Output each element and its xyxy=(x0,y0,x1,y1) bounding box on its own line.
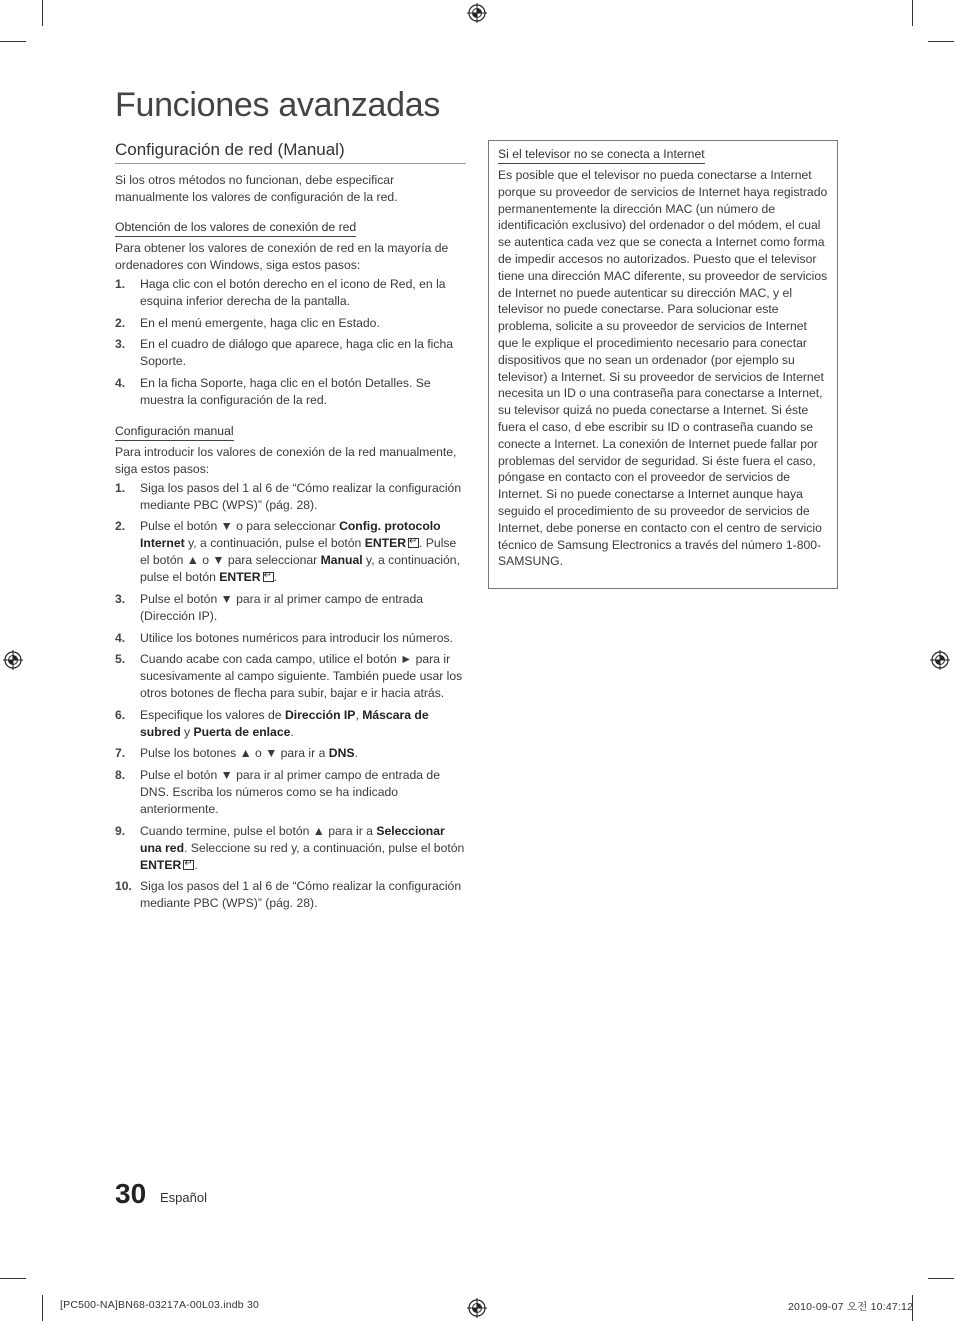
step-bold-text: Máscara de subred xyxy=(140,707,429,739)
step-text: , xyxy=(355,707,363,722)
list-item xyxy=(115,823,466,874)
list-item xyxy=(115,630,466,647)
step-text: Haga clic con el botón derecho en el icono de Red, en la esquina inferior derecha de la pantalla. xyxy=(140,277,446,308)
list-item xyxy=(115,480,466,514)
list-item xyxy=(115,336,466,370)
step-bold-text: Seleccionar una red xyxy=(140,823,445,855)
step-text: . xyxy=(194,857,198,872)
list-item xyxy=(115,518,466,586)
step-text: Especifique los valores de xyxy=(140,707,285,722)
enter-label: ENTER xyxy=(219,570,261,585)
step-text: . xyxy=(290,724,294,739)
step-number: 10. xyxy=(115,879,132,894)
step-text: Siga los pasos del 1 al 6 de “Cómo realizar la configuración mediante PBC (WPS)” (pág. 28). xyxy=(140,879,462,911)
note-heading: Si el televisor no se conecta a Internet xyxy=(498,147,705,164)
step-number: 2. xyxy=(115,315,126,330)
crop-mark xyxy=(912,0,913,26)
list-item xyxy=(115,276,466,310)
note-box xyxy=(488,140,838,589)
slug-file: [PC500-NA]BN68-03217A-00L03.indb 30 xyxy=(60,1299,260,1311)
step-text: Pulse los botones ▲ o ▼ para ir a xyxy=(140,746,329,761)
step-number: 1. xyxy=(115,277,126,291)
page-language: Español xyxy=(160,1190,207,1205)
step-text: Pulse el botón ▼ para ir al primer campo de entrada de DNS. Escriba los números como se ha indicado anteriormente. xyxy=(140,767,440,816)
step-text: . Seleccione su red y, a continuación, pulse el botón xyxy=(184,840,465,855)
enter-icon xyxy=(263,572,274,582)
manual-heading-wrap xyxy=(115,422,466,441)
section-intro: Si los otros métodos no funcionan, debe especificar manualmente los valores de configuración de la red. xyxy=(115,173,398,204)
step-number: 4. xyxy=(115,630,126,645)
list-item xyxy=(115,707,466,741)
registration-mark-icon xyxy=(930,650,950,670)
obtain-intro: Para obtener los valores de conexión de red en la mayoría de ordenadores con Windows, siga estos pasos: xyxy=(115,241,449,272)
step-number: 9. xyxy=(115,823,126,838)
step-text: Siga los pasos del 1 al 6 de “Cómo realizar la configuración mediante PBC (WPS)” (pág. 28). xyxy=(140,480,462,512)
obtain-heading-wrap xyxy=(115,218,466,237)
slug-date: 2010-09-07 오전 10:47:12 xyxy=(788,1301,914,1313)
left-column xyxy=(115,138,466,917)
list-item xyxy=(115,745,466,762)
enter-icon xyxy=(408,538,419,548)
step-text: Pulse el botón ▼ para ir al primer campo de entrada (Dirección IP). xyxy=(140,591,424,623)
crop-mark xyxy=(928,1278,954,1279)
step-number: 6. xyxy=(115,707,126,722)
list-item xyxy=(115,878,466,912)
step-text: Utilice los botones numéricos para introducir los números. xyxy=(140,630,453,645)
registration-mark-icon xyxy=(3,650,23,670)
step-text: Cuando acabe con cada campo, utilice el botón ► para ir sucesivamente al campo siguiente. También puede usar los otros botones de flecha para subir, bajar e ir hacia atrás. xyxy=(140,652,463,701)
step-number: 3. xyxy=(115,591,126,606)
list-item xyxy=(115,767,466,818)
enter-icon xyxy=(183,860,194,870)
step-text: y, a continuación, pulse el botón xyxy=(140,553,460,585)
registration-mark-icon xyxy=(467,3,487,23)
step-text: En el menú emergente, haga clic en Estado. xyxy=(140,315,380,330)
list-item xyxy=(115,591,466,625)
step-bold-text: Config. protocolo Internet xyxy=(140,519,441,551)
step-text: En la ficha Soporte, haga clic en el botón Detalles. Se muestra la configuración de la red. xyxy=(140,375,431,407)
step-text: . xyxy=(354,746,358,761)
enter-label: ENTER xyxy=(140,857,182,872)
crop-mark xyxy=(928,41,954,42)
enter-label: ENTER xyxy=(364,536,407,551)
crop-mark xyxy=(42,1295,43,1321)
crop-mark xyxy=(42,0,43,26)
step-number: 7. xyxy=(115,746,126,761)
obtain-steps xyxy=(115,276,466,409)
manual-intro: Para introducir los valores de conexión de la red manualmente, siga estos pasos: xyxy=(115,444,457,476)
step-number: 3. xyxy=(115,337,126,352)
obtain-heading: Obtención de los valores de conexión de red xyxy=(115,220,356,237)
manual-heading: Configuración manual xyxy=(115,424,234,441)
step-number: 4. xyxy=(115,375,126,390)
step-number: 1. xyxy=(115,480,126,495)
crop-mark xyxy=(0,1278,26,1279)
list-item xyxy=(115,375,466,409)
crop-mark xyxy=(0,41,26,42)
step-bold-text: DNS xyxy=(328,746,355,761)
step-bold-text: Manual xyxy=(320,553,363,568)
step-text: Pulse el botón ▼ o para seleccionar xyxy=(140,519,340,534)
step-text: . Pulse el botón ▲ o ▼ para seleccionar xyxy=(140,536,457,568)
step-number: 2. xyxy=(115,519,126,534)
step-number: 8. xyxy=(115,767,126,782)
note-body: Es posible que el televisor no pueda conectarse a Internet porque su proveedor de servicios de Internet haya registrado permanentemente la dirección MAC (un número de identificación exclusivo) del ordenador o del módem, el cual se autentica cada vez que se conecta a Internet como forma de impedir accesos no autorizados. Puesto que el televisor tiene una dirección MAC diferente, su proveedor de servicios de Internet no puede autenticar su dirección MAC, y el televisor no puede conectarse. Para solucionar este problema, solicite a su proveedor de servicios de Internet que le explique el procedimiento necesario para conectar dispositivos que no sean un ordenador (por ejemplo su televisor) a Internet. Si su proveedor de servicios de Internet necesita un ID o una contraseña para conectarse a Internet, su televisor quizá no pueda conectarse a Internet. Si éste fuera el caso, d ebe escribir su ID o contraseña cuando se conecte a Internet. La conexión de Internet puede fallar por problemas del servidor de seguridad. Si éste fuera el caso, póngase en contacto con el proveedor de servicios de Internet. Si no puede conectarse a Internet aunque haya seguido el procedimiento de su proveedor de servicios de Internet, debe ponerse en contacto con el centro de servicio técnico de Samsung Electronics a través del número 1-800-SAMSUNG. xyxy=(498,168,828,569)
page-title: Funciones avanzadas xyxy=(115,86,441,124)
list-item xyxy=(115,315,466,332)
section-title: Configuración de red (Manual) xyxy=(115,138,466,164)
step-text: En el cuadro de diálogo que aparece, haga clic en la ficha Soporte. xyxy=(140,337,454,369)
page-number: 30 xyxy=(115,1178,147,1209)
step-text: y, a continuación, pulse el botón xyxy=(184,536,365,551)
manual-steps xyxy=(115,480,466,912)
step-number: 5. xyxy=(115,652,126,667)
list-item xyxy=(115,651,466,702)
step-text: . xyxy=(273,570,277,585)
registration-mark-icon xyxy=(467,1298,487,1318)
step-bold-text: Puerta de enlace xyxy=(193,724,291,739)
step-text: Cuando termine, pulse el botón ▲ para ir a xyxy=(140,823,377,838)
step-bold-text: Dirección IP xyxy=(284,707,356,722)
step-text: y xyxy=(180,724,194,739)
